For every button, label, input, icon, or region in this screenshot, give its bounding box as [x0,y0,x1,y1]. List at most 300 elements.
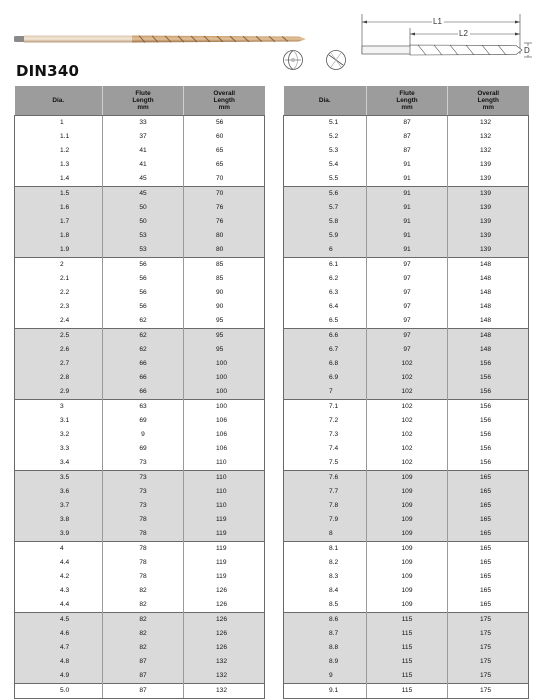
table-row [15,456,265,471]
table-row [284,598,529,613]
cell-overall-length: 148 [448,258,529,273]
table-row [15,400,265,415]
cell-flute-length: 91 [367,201,448,215]
cell-overall-length: 90 [184,286,265,300]
table-row [284,187,529,202]
cell-overall-length: 95 [184,314,265,329]
cell-diameter: 8.2 [284,556,367,570]
table-row [284,258,529,273]
cell-diameter: 2.8 [15,371,103,385]
cell-flute-length: 109 [367,471,448,486]
cell-diameter: 4.8 [15,655,103,669]
table-row [284,314,529,329]
cell-overall-length: 60 [184,130,265,144]
cell-flute-length: 82 [103,641,184,655]
cell-diameter: 4.7 [15,641,103,655]
cell-overall-length: 165 [448,485,529,499]
table-row [284,684,529,699]
column-header-overall-length: Overall Length mm [184,86,265,116]
cell-diameter: 1 [15,116,103,131]
cell-flute-length: 62 [103,314,184,329]
cell-flute-length: 78 [103,556,184,570]
cell-diameter: 4.6 [15,627,103,641]
cell-flute-length: 97 [367,286,448,300]
cell-diameter: 1.3 [15,158,103,172]
cell-flute-length: 97 [367,314,448,329]
cell-overall-length: 110 [184,485,265,499]
cell-flute-length: 63 [103,400,184,415]
table-row [284,556,529,570]
cell-overall-length: 148 [448,343,529,357]
table-row [15,385,265,400]
table-row [15,343,265,357]
cell-diameter: 1.1 [15,130,103,144]
cell-overall-length: 126 [184,627,265,641]
cell-overall-length: 65 [184,144,265,158]
cell-flute-length: 102 [367,428,448,442]
cell-overall-length: 156 [448,414,529,428]
cell-flute-length: 69 [103,414,184,428]
cell-overall-length: 119 [184,570,265,584]
cell-flute-length: 109 [367,485,448,499]
cell-diameter: 2.2 [15,286,103,300]
cell-flute-length: 97 [367,329,448,344]
table-row [284,201,529,215]
table-row [284,272,529,286]
cell-overall-length: 165 [448,556,529,570]
cell-diameter: 4.4 [15,556,103,570]
cell-overall-length: 119 [184,542,265,557]
table-row [284,627,529,641]
cell-diameter: 7.6 [284,471,367,486]
cell-flute-length: 78 [103,570,184,584]
cell-overall-length: 100 [184,400,265,415]
table-row [284,172,529,187]
cell-diameter: 5.1 [284,116,367,131]
table-row [284,542,529,557]
cell-flute-length: 115 [367,655,448,669]
column-header-flute-length: Flute Length mm [367,86,448,116]
cell-diameter: 7.9 [284,513,367,527]
table-row [284,329,529,344]
cell-flute-length: 91 [367,158,448,172]
table-row [284,229,529,243]
cell-diameter: 8.3 [284,570,367,584]
dimension-diagram [352,10,534,66]
cell-overall-length: 65 [184,158,265,172]
cell-flute-length: 91 [367,172,448,187]
table-row [15,471,265,486]
cell-overall-length: 156 [448,428,529,442]
cell-flute-length: 78 [103,542,184,557]
cell-flute-length: 91 [367,229,448,243]
cell-overall-length: 119 [184,556,265,570]
cell-diameter: 6.5 [284,314,367,329]
cell-diameter: 5.8 [284,215,367,229]
cell-diameter: 3.2 [15,428,103,442]
l1-label: L1 [433,17,442,26]
table-row [15,371,265,385]
cell-diameter: 6.8 [284,357,367,371]
cell-diameter: 5.5 [284,172,367,187]
cell-overall-length: 132 [448,144,529,158]
drill-end-view-icon [325,49,347,76]
cell-diameter: 8 [284,527,367,542]
cell-overall-length: 139 [448,201,529,215]
cell-overall-length: 165 [448,471,529,486]
cell-overall-length: 156 [448,400,529,415]
cell-diameter: 6.3 [284,286,367,300]
drill-cross-section-icon [282,49,304,76]
cell-overall-length: 126 [184,584,265,598]
cell-overall-length: 156 [448,357,529,371]
table-row [15,641,265,655]
cell-flute-length: 82 [103,584,184,598]
cell-overall-length: 76 [184,201,265,215]
cell-flute-length: 115 [367,669,448,684]
cell-overall-length: 148 [448,272,529,286]
cell-diameter: 5.3 [284,144,367,158]
cell-flute-length: 78 [103,513,184,527]
table-row [15,314,265,329]
cell-overall-length: 175 [448,613,529,628]
cell-diameter: 6 [284,243,367,258]
cell-overall-length: 132 [184,655,265,669]
cell-overall-length: 148 [448,286,529,300]
cell-diameter: 6.1 [284,258,367,273]
cell-overall-length: 100 [184,371,265,385]
cell-flute-length: 62 [103,343,184,357]
table-row [15,215,265,229]
l2-label: L2 [459,29,468,38]
cell-diameter: 5.6 [284,187,367,202]
cell-flute-length: 102 [367,400,448,415]
table-row [284,243,529,258]
table-row [284,286,529,300]
cell-overall-length: 119 [184,527,265,542]
cell-diameter: 3.9 [15,527,103,542]
cell-diameter: 2.1 [15,272,103,286]
cell-overall-length: 95 [184,329,265,344]
cell-overall-length: 175 [448,669,529,684]
cell-overall-length: 156 [448,371,529,385]
cell-flute-length: 66 [103,371,184,385]
cell-overall-length: 132 [448,116,529,131]
cell-overall-length: 175 [448,627,529,641]
cell-flute-length: 50 [103,215,184,229]
table-row [15,556,265,570]
cell-overall-length: 156 [448,456,529,471]
cell-flute-length: 41 [103,158,184,172]
cell-flute-length: 91 [367,243,448,258]
cell-overall-length: 165 [448,598,529,613]
cell-flute-length: 66 [103,385,184,400]
cell-flute-length: 56 [103,300,184,314]
table-row [15,243,265,258]
cell-flute-length: 97 [367,343,448,357]
cell-diameter: 8.1 [284,542,367,557]
cell-diameter: 5.7 [284,201,367,215]
table-row [15,584,265,598]
cell-overall-length: 139 [448,158,529,172]
cell-overall-length: 132 [448,130,529,144]
page-title: DIN340 [16,62,80,80]
table-row [15,201,265,215]
cell-diameter: 4.3 [15,584,103,598]
cell-diameter: 3.5 [15,471,103,486]
cell-overall-length: 85 [184,258,265,273]
cell-flute-length: 73 [103,471,184,486]
cell-diameter: 4.9 [15,669,103,684]
cell-flute-length: 62 [103,329,184,344]
cell-overall-length: 119 [184,513,265,527]
table-row [15,414,265,428]
cell-diameter: 7 [284,385,367,400]
cell-overall-length: 70 [184,172,265,187]
table-row [284,116,529,131]
table-row [284,456,529,471]
cell-flute-length: 102 [367,385,448,400]
cell-overall-length: 126 [184,613,265,628]
table-row [15,172,265,187]
table-row [284,215,529,229]
table-row [284,300,529,314]
cell-diameter: 7.2 [284,414,367,428]
table-row [15,485,265,499]
cell-overall-length: 139 [448,172,529,187]
table-row [284,371,529,385]
table-row [284,485,529,499]
cell-flute-length: 56 [103,258,184,273]
table-row [15,130,265,144]
cell-flute-length: 109 [367,598,448,613]
cell-overall-length: 70 [184,187,265,202]
table-row [15,357,265,371]
table-row [15,329,265,344]
spec-table-right [283,86,529,699]
cell-overall-length: 106 [184,414,265,428]
cell-diameter: 5.4 [284,158,367,172]
cell-overall-length: 76 [184,215,265,229]
spec-table-left [14,86,265,699]
cell-diameter: 6.2 [284,272,367,286]
table-row [284,357,529,371]
table-row [284,343,529,357]
cell-diameter: 3.3 [15,442,103,456]
table-row [15,116,265,131]
cell-overall-length: 80 [184,243,265,258]
table-row [284,400,529,415]
cell-flute-length: 73 [103,499,184,513]
cell-diameter: 8.9 [284,655,367,669]
table-row [284,385,529,400]
cell-diameter: 9.1 [284,684,367,699]
cell-diameter: 2.3 [15,300,103,314]
cell-overall-length: 110 [184,471,265,486]
cell-overall-length: 148 [448,329,529,344]
cell-flute-length: 109 [367,499,448,513]
cell-flute-length: 109 [367,570,448,584]
cell-flute-length: 102 [367,456,448,471]
cell-overall-length: 165 [448,513,529,527]
cell-diameter: 7.3 [284,428,367,442]
cell-flute-length: 45 [103,172,184,187]
cell-flute-length: 82 [103,627,184,641]
cell-overall-length: 100 [184,357,265,371]
cell-flute-length: 87 [367,130,448,144]
cell-diameter: 8.4 [284,584,367,598]
cell-diameter: 1.9 [15,243,103,258]
cell-flute-length: 97 [367,300,448,314]
column-header-flute-length: Flute Length mm [103,86,184,116]
table-row [284,641,529,655]
cell-overall-length: 139 [448,229,529,243]
cell-diameter: 2.5 [15,329,103,344]
cell-flute-length: 78 [103,527,184,542]
table-row [15,229,265,243]
cell-flute-length: 115 [367,627,448,641]
cell-diameter: 7.7 [284,485,367,499]
cell-flute-length: 115 [367,641,448,655]
table-row [15,542,265,557]
table-row [284,584,529,598]
cell-diameter: 8.6 [284,613,367,628]
cell-flute-length: 102 [367,371,448,385]
cell-overall-length: 175 [448,655,529,669]
cell-overall-length: 156 [448,442,529,456]
cell-diameter: 2.4 [15,314,103,329]
table-row [15,527,265,542]
cell-diameter: 7.5 [284,456,367,471]
cell-diameter: 3.4 [15,456,103,471]
cell-overall-length: 90 [184,300,265,314]
cell-flute-length: 82 [103,598,184,613]
cell-overall-length: 175 [448,684,529,699]
cell-diameter: 4.5 [15,613,103,628]
cell-flute-length: 109 [367,556,448,570]
cell-flute-length: 115 [367,613,448,628]
cell-diameter: 7.8 [284,499,367,513]
cell-overall-length: 165 [448,584,529,598]
cell-overall-length: 148 [448,314,529,329]
cell-flute-length: 82 [103,613,184,628]
table-row [15,442,265,456]
cell-flute-length: 33 [103,116,184,131]
cell-flute-length: 9 [103,428,184,442]
cell-flute-length: 87 [367,144,448,158]
table-row [15,655,265,669]
table-row [15,513,265,527]
cell-diameter: 5.9 [284,229,367,243]
table-row [15,286,265,300]
cell-diameter: 1.4 [15,172,103,187]
table-row [284,570,529,584]
cell-flute-length: 50 [103,201,184,215]
cell-flute-length: 45 [103,187,184,202]
cell-overall-length: 95 [184,343,265,357]
table-row [15,300,265,314]
cell-diameter: 5.0 [15,684,103,699]
cell-overall-length: 132 [184,669,265,684]
cell-diameter: 2.7 [15,357,103,371]
cell-overall-length: 165 [448,499,529,513]
table-row [284,513,529,527]
cell-overall-length: 165 [448,527,529,542]
table-row [284,669,529,684]
cell-diameter: 1.8 [15,229,103,243]
table-row [15,627,265,641]
cell-flute-length: 73 [103,485,184,499]
table-row [284,414,529,428]
cell-flute-length: 87 [103,655,184,669]
table-row [15,684,265,699]
cell-overall-length: 110 [184,456,265,471]
cell-overall-length: 132 [184,684,265,699]
cell-flute-length: 109 [367,584,448,598]
cell-overall-length: 110 [184,499,265,513]
cell-flute-length: 73 [103,456,184,471]
table-row [284,130,529,144]
table-row [284,613,529,628]
cell-flute-length: 56 [103,286,184,300]
cell-diameter: 8.7 [284,627,367,641]
cell-diameter: 2.6 [15,343,103,357]
table-row [15,258,265,273]
cell-diameter: 3.7 [15,499,103,513]
table-row [15,570,265,584]
table-row [284,499,529,513]
column-header-overall-length: Overall Length mm [448,86,529,116]
cell-flute-length: 102 [367,357,448,371]
cell-flute-length: 37 [103,130,184,144]
table-row [284,442,529,456]
table-row [284,655,529,669]
column-header-dia: Dia. [15,86,103,116]
cell-diameter: 3.6 [15,485,103,499]
table-row [15,158,265,172]
table-row [284,158,529,172]
cell-overall-length: 175 [448,641,529,655]
table-row [15,669,265,684]
cell-flute-length: 56 [103,272,184,286]
cell-flute-length: 66 [103,357,184,371]
table-row [284,144,529,158]
cell-diameter: 3.1 [15,414,103,428]
d-label: D [524,46,530,55]
cell-diameter: 2.9 [15,385,103,400]
cell-flute-length: 109 [367,527,448,542]
cell-flute-length: 87 [103,684,184,699]
cell-overall-length: 85 [184,272,265,286]
cell-diameter: 4.4 [15,598,103,613]
cell-diameter: 1.7 [15,215,103,229]
cell-overall-length: 126 [184,641,265,655]
cell-overall-length: 106 [184,442,265,456]
cell-flute-length: 53 [103,243,184,258]
cell-flute-length: 87 [367,116,448,131]
cell-flute-length: 102 [367,414,448,428]
table-row [15,144,265,158]
cell-diameter: 9 [284,669,367,684]
table-row [15,187,265,202]
cell-flute-length: 91 [367,187,448,202]
cell-diameter: 4 [15,542,103,557]
cell-flute-length: 115 [367,684,448,699]
cell-diameter: 6.7 [284,343,367,357]
cell-flute-length: 109 [367,542,448,557]
cell-overall-length: 148 [448,300,529,314]
cell-overall-length: 100 [184,385,265,400]
